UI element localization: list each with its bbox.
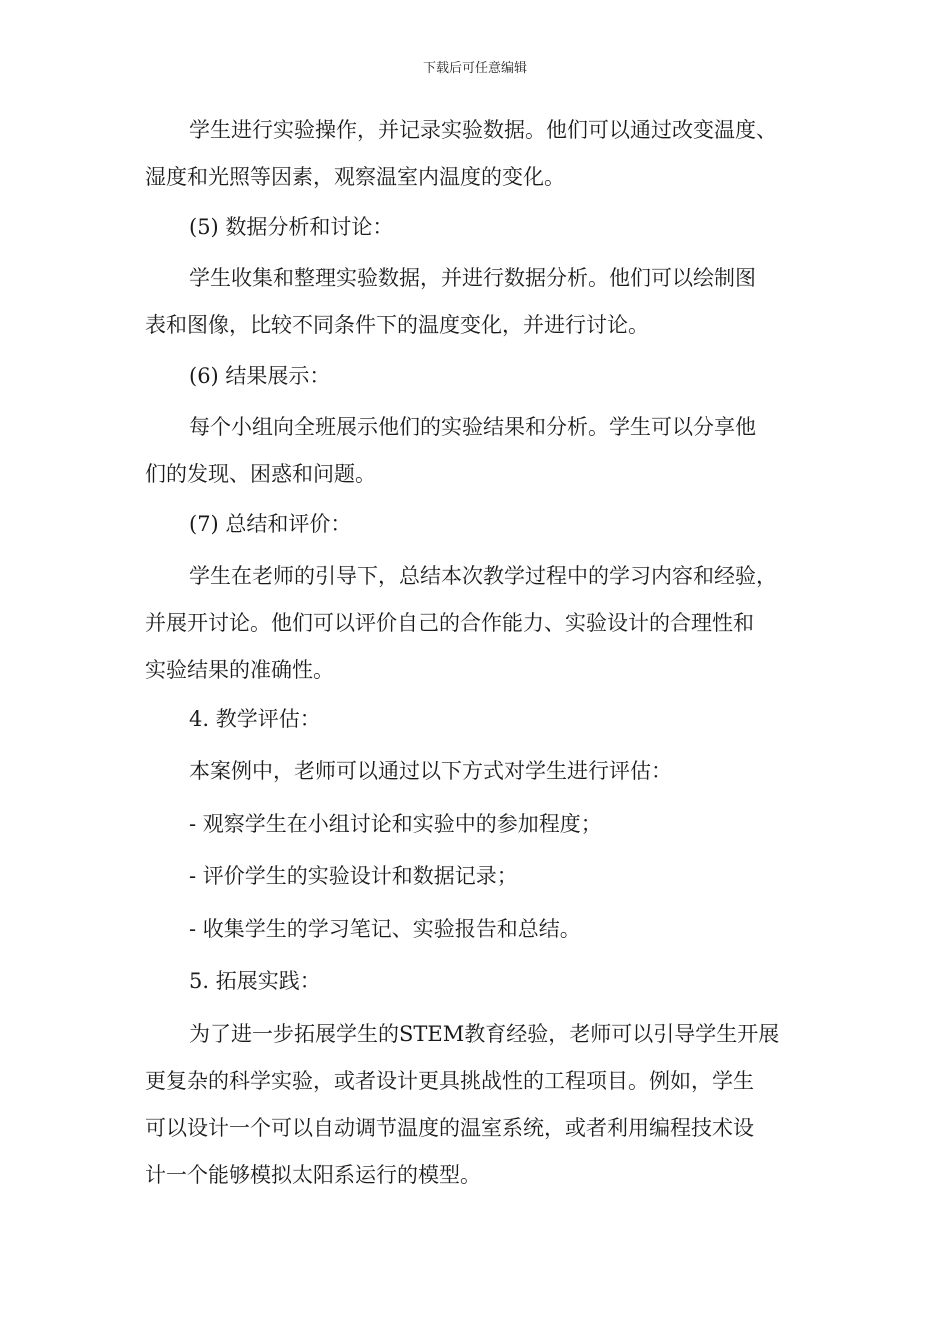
paragraph-assessment-intro <box>145 748 815 795</box>
text-line: (5) 数据分析和讨论： <box>189 215 394 239</box>
text-line: 并展开讨论。他们可以评价自己的合作能力、实验设计的合理性和 <box>145 611 754 635</box>
text-line: 学生进行实验操作，并记录实验数据。他们可以通过改变温度、 <box>189 118 777 142</box>
text-line: 们的发现、困惑和问题。 <box>145 462 376 486</box>
list-item-collect <box>145 906 815 953</box>
text-line: 实验结果的准确性。 <box>145 658 334 682</box>
text-line: 学生收集和整理实验数据，并进行数据分析。他们可以绘制图 <box>189 266 756 290</box>
paragraph-results-display <box>145 404 815 498</box>
text-line: 可以设计一个可以自动调节温度的温室系统，或者利用编程技术设 <box>145 1116 754 1140</box>
paragraph-data-analysis <box>145 255 815 349</box>
paragraph-extended-practice <box>145 1011 815 1199</box>
text-line: - 观察学生在小组讨论和实验中的参加程度； <box>189 812 602 836</box>
heading-data-analysis <box>145 204 815 251</box>
text-line: 5. 拓展实践： <box>189 969 321 993</box>
text-line: 更复杂的科学实验，或者设计更具挑战性的工程项目。例如，学生 <box>145 1069 754 1093</box>
heading-teaching-assessment <box>145 696 815 743</box>
heading-results-display <box>145 353 815 400</box>
list-item-observe <box>145 801 815 848</box>
text-line: 本案例中，老师可以通过以下方式对学生进行评估： <box>189 759 672 783</box>
heading-summary-evaluation <box>145 501 815 548</box>
text-line: 为了进一步拓展学生的STEM教育经验，老师可以引导学生开展 <box>189 1022 780 1046</box>
heading-extended-practice <box>145 958 815 1005</box>
text-line: 湿度和光照等因素，观察温室内温度的变化。 <box>145 165 565 189</box>
text-line: 计一个能够模拟太阳系运行的模型。 <box>145 1163 481 1187</box>
text-line: - 评价学生的实验设计和数据记录； <box>189 864 518 888</box>
text-line: (6) 结果展示： <box>189 364 331 388</box>
text-line: - 收集学生的学习笔记、实验报告和总结。 <box>189 917 581 941</box>
page-header: 下载后可任意编辑 <box>422 61 527 76</box>
list-item-evaluate <box>145 853 815 900</box>
text-line: 学生在老师的引导下，总结本次教学过程中的学习内容和经验， <box>189 564 777 588</box>
paragraph-experiment-operation <box>145 107 815 201</box>
text-line: 每个小组向全班展示他们的实验结果和分析。学生可以分享他 <box>189 415 756 439</box>
text-line: 4. 教学评估： <box>189 707 321 731</box>
text-line: (7) 总结和评价： <box>189 512 352 536</box>
paragraph-summary-evaluation <box>145 553 815 694</box>
text-line: 表和图像，比较不同条件下的温度变化，并进行讨论。 <box>145 313 649 337</box>
